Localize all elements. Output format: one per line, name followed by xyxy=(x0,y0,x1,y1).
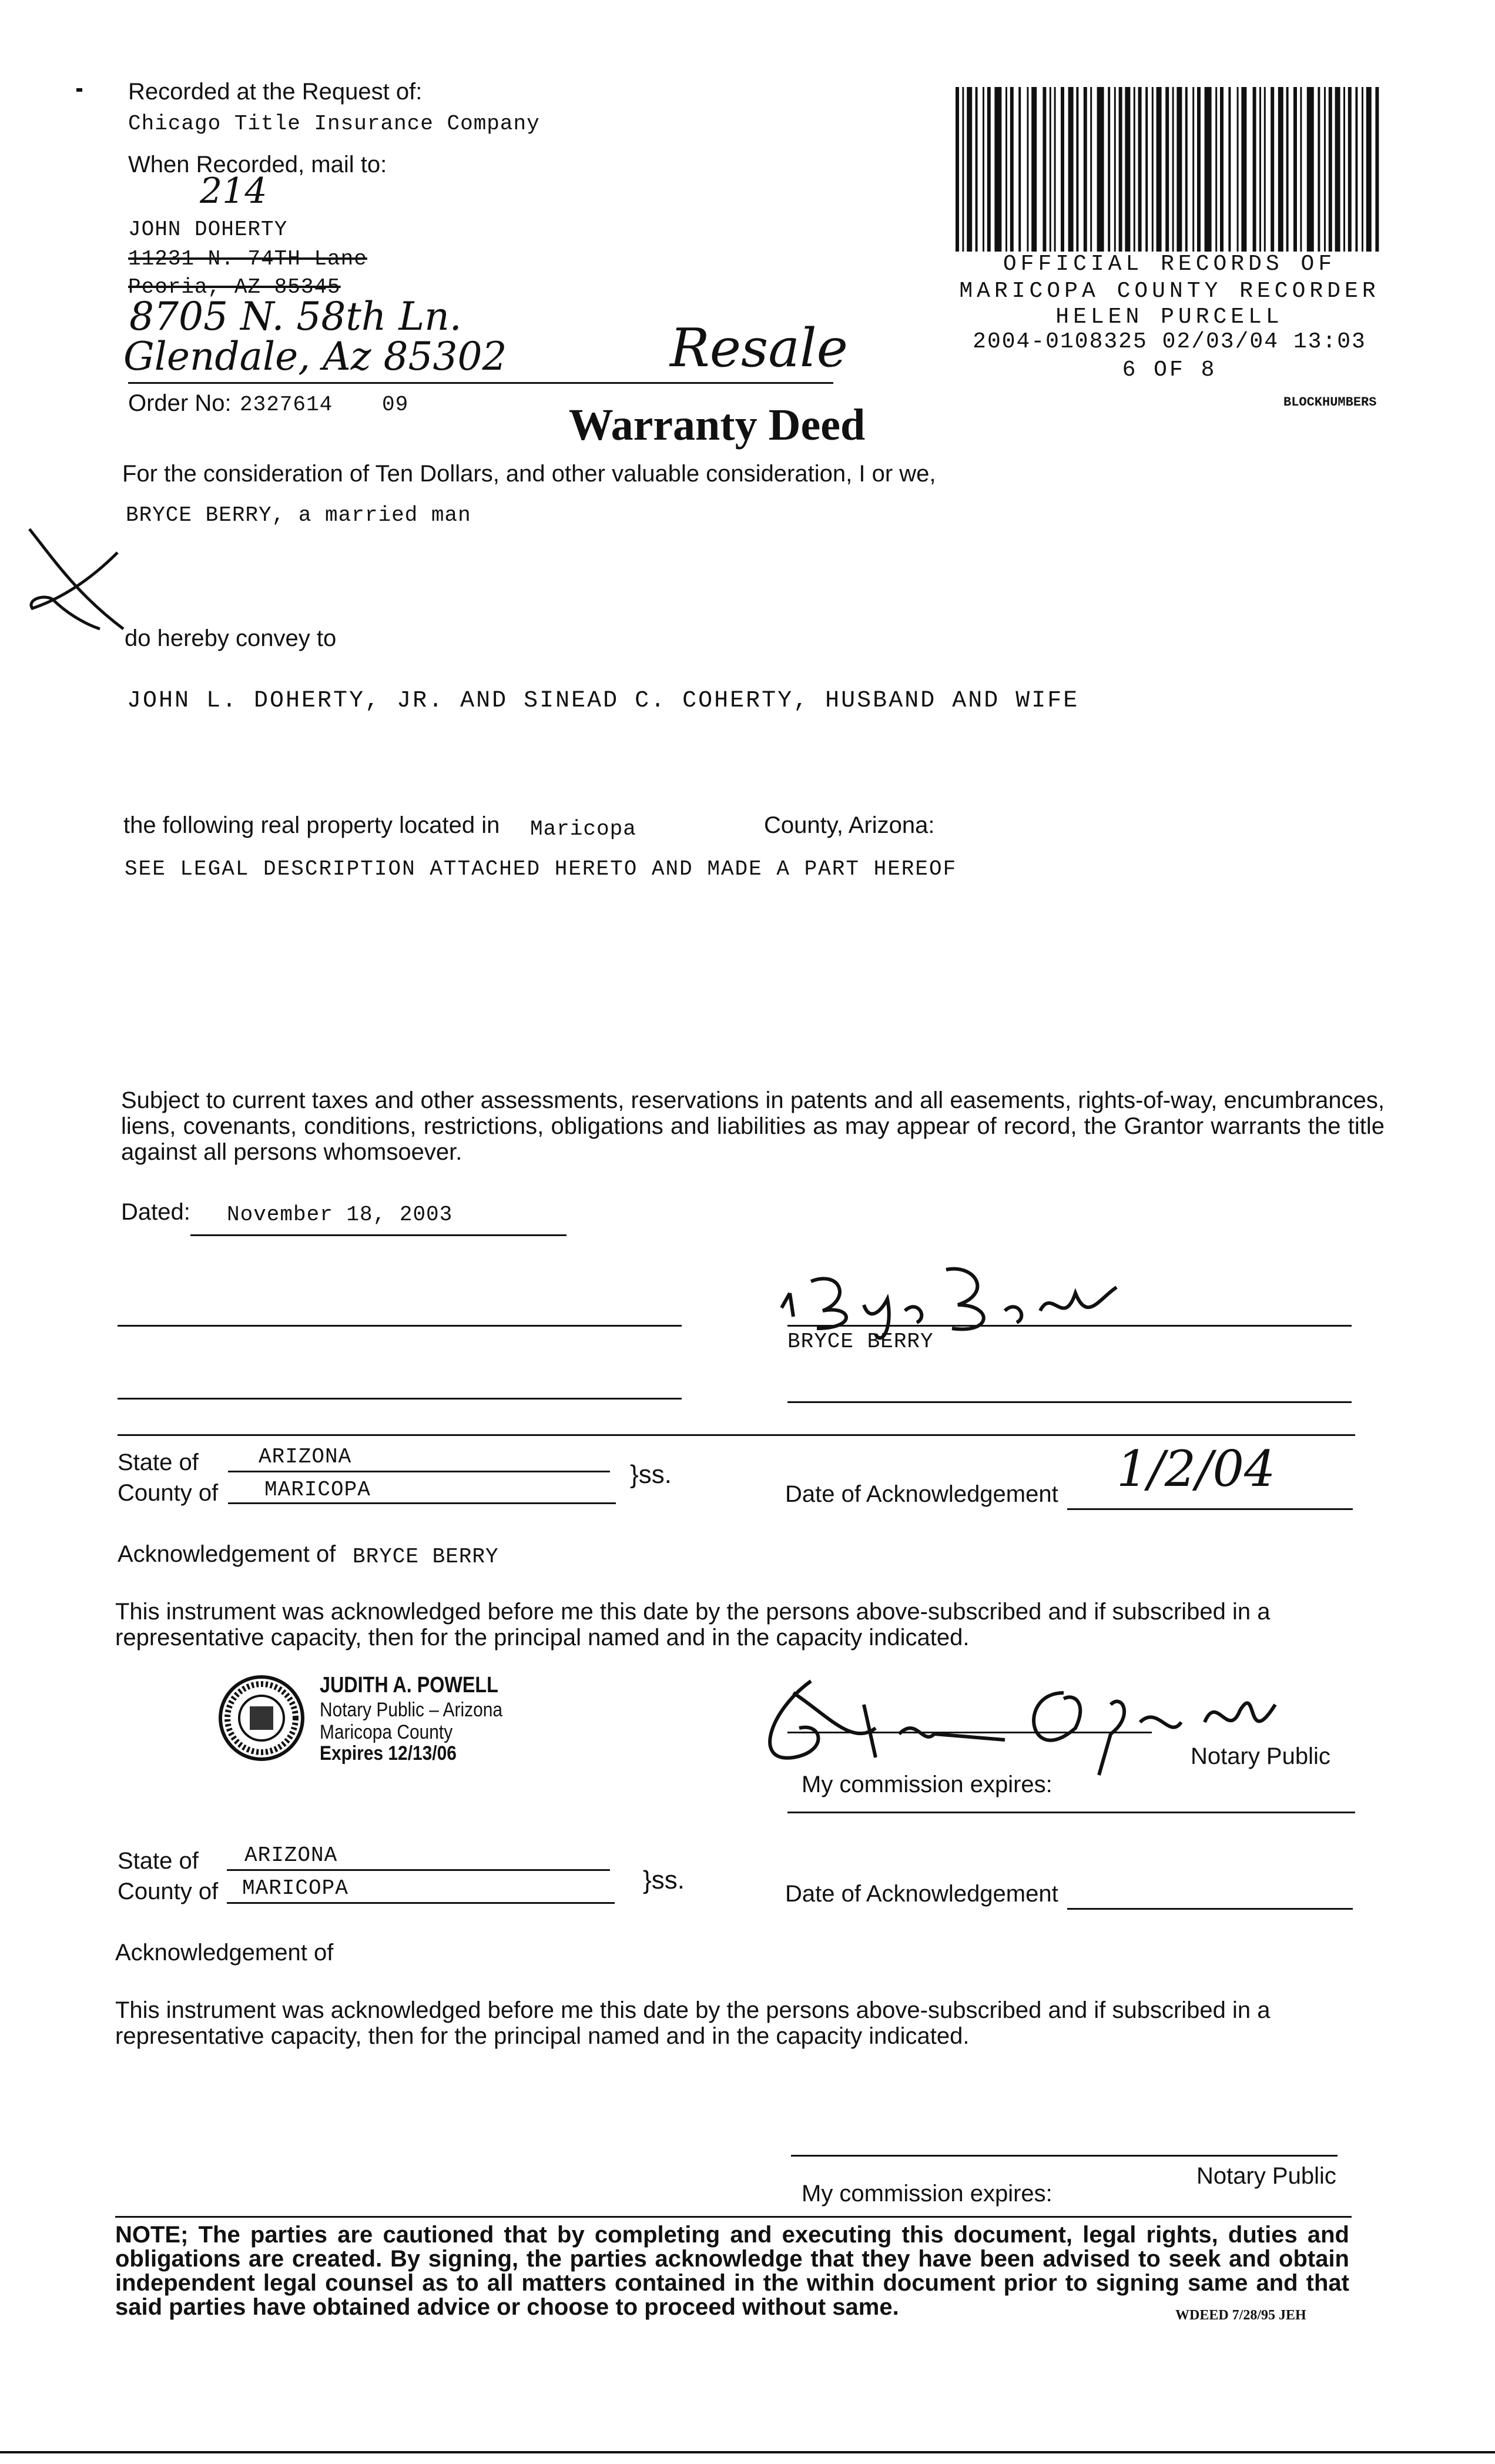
ack2-commission-label: My commission expires: xyxy=(802,2181,1052,2207)
ack2-state-label: State of xyxy=(118,1848,199,1874)
order-number-label: Order No: xyxy=(128,390,232,416)
ack1-date-ack-line xyxy=(1067,1508,1353,1510)
signature-line-left-1 xyxy=(118,1325,682,1327)
ack2-ss: }ss. xyxy=(643,1866,685,1894)
dated-value: November 18, 2003 xyxy=(227,1203,453,1227)
signature-line-right-2 xyxy=(787,1401,1352,1403)
consideration-text: For the consideration of Ten Dollars, and other valuable consideration, I or we, xyxy=(122,461,936,487)
recorder-line-5: 6 OF 8 xyxy=(1122,357,1217,383)
ack1-ack-of-label: Acknowledgement of xyxy=(118,1541,336,1567)
grantees-names: JOHN L. DOHERTY, JR. AND SINEAD C. COHERTY, HUSBAND AND WIFE xyxy=(127,688,1080,714)
form-code: WDEED 7/28/95 JEH xyxy=(1175,2308,1306,2323)
stray-mark xyxy=(76,88,82,92)
ack2-ack-of-label: Acknowledgement of xyxy=(115,1940,334,1966)
ack1-state-value: ARIZONA xyxy=(259,1445,352,1469)
section-divider-2 xyxy=(787,1812,1355,1813)
ack2-state-value: ARIZONA xyxy=(244,1843,338,1867)
grantor-signature xyxy=(770,1252,1122,1340)
handwritten-resale-note: Resale xyxy=(670,317,848,379)
ack1-date-ack-label: Date of Acknowledgement xyxy=(785,1481,1058,1507)
recorder-line-3: HELEN PURCELL xyxy=(1055,304,1283,330)
dated-label: Dated: xyxy=(121,1199,190,1225)
notary-stamp-name: JUDITH A. POWELL xyxy=(320,1673,498,1698)
dated-line xyxy=(190,1234,567,1236)
notary-stamp-title: Notary Public – Arizona xyxy=(320,1699,502,1721)
ack2-county-line xyxy=(227,1902,615,1904)
recorder-line-4: 2004-0108325 02/03/04 13:03 xyxy=(973,329,1366,354)
struck-address-line-2: Peoria, AZ 85345 xyxy=(128,275,341,299)
recorder-line-1: OFFICIAL RECORDS OF xyxy=(1003,252,1336,277)
grantor-signer-name: BRYCE BERRY xyxy=(787,1330,934,1354)
property-location-label: the following real property located in xyxy=(123,812,500,838)
ack2-instrument-text: This instrument was acknowledged before me this date by the persons above-subscribed and if subscribed in a representative capacity, then for the principal named and in the capacity indicated. xyxy=(115,1997,1271,2049)
ack2-notary-public-label: Notary Public xyxy=(1196,2163,1336,2189)
recorded-at-request-label: Recorded at the Request of: xyxy=(128,79,423,105)
ack1-county-label: County of xyxy=(118,1480,219,1506)
subject-to-clause: Subject to current taxes and other assessments, reservations in patents and all easements, rights-of-way, encumbrances, liens, covenants, conditions, restrictions, obligations and liabilities as may appear of record, the Grantor warrants the title against all persons whomsoever. xyxy=(121,1087,1385,1165)
ack2-date-ack-label: Date of Acknowledgement xyxy=(785,1881,1058,1907)
recorder-line-2: MARICOPA COUNTY RECORDER xyxy=(959,279,1380,304)
ack1-county-line xyxy=(228,1502,616,1504)
section-divider-3 xyxy=(115,2216,1352,2218)
ack2-county-value: MARICOPA xyxy=(242,1876,348,1900)
ack2-county-label: County of xyxy=(118,1879,219,1904)
handwritten-address-line-1: 8705 N. 58th Ln. xyxy=(129,294,462,339)
notary-seal xyxy=(217,1674,306,1762)
ack1-county-value: MARICOPA xyxy=(264,1478,371,1502)
ack1-notary-public-label: Notary Public xyxy=(1191,1743,1330,1769)
ack1-notary-sign-line xyxy=(787,1732,1152,1733)
order-number-suffix: 09 xyxy=(382,393,409,417)
convey-text: do hereby convey to xyxy=(125,625,337,651)
handwritten-number: 214 xyxy=(200,170,267,212)
ack2-state-line xyxy=(227,1869,610,1871)
page-bottom-edge xyxy=(0,2451,1495,2453)
section-divider-1 xyxy=(118,1434,1355,1436)
recording-barcode xyxy=(956,87,1387,257)
ack2-date-ack-line xyxy=(1067,1908,1353,1910)
ack2-notary-sign-line xyxy=(791,2155,1338,2157)
ack1-commission-label: My commission expires: xyxy=(802,1772,1052,1797)
ack1-ss: }ss. xyxy=(630,1460,672,1489)
notary-stamp-county: Maricopa County xyxy=(320,1721,453,1743)
ack1-instrument-text: This instrument was acknowledged before me this date by the persons above-subscribed and if subscribed in a representative capacity, then for the principal named and in the capacity indicated. xyxy=(115,1599,1271,1651)
ack1-state-line xyxy=(228,1471,610,1472)
ack1-ack-of-value: BRYCE BERRY xyxy=(353,1545,499,1569)
legal-description: SEE LEGAL DESCRIPTION ATTACHED HERETO AND MADE A PART HEREOF xyxy=(125,857,957,881)
mail-to-name: JOHN DOHERTY xyxy=(128,217,288,242)
recorded-request-company: Chicago Title Insurance Company xyxy=(128,112,540,136)
cautionary-note: NOTE; The parties are cautioned that by completing and executing this document, legal rights, duties and obligations are created. By signing, the parties acknowledge that they have been advised to seek and obtain independent legal counsel as to all matters contained in the within document prior to signing same and that said parties have obtained advice or choose to proceed without same. xyxy=(115,2222,1349,2320)
struck-address-line-1: 11231 N. 74TH Lane xyxy=(128,247,367,271)
when-recorded-label: When Recorded, mail to: xyxy=(128,152,387,178)
ack1-date-ack-value: 1/2/04 xyxy=(1117,1440,1276,1498)
ack1-state-label: State of xyxy=(118,1449,199,1475)
notary-stamp-expires: Expires 12/13/06 xyxy=(320,1742,457,1765)
signature-line-left-2 xyxy=(118,1398,682,1400)
property-county-label: County, Arizona: xyxy=(764,812,935,838)
order-number: 2327614 xyxy=(240,393,333,417)
document-title: Warranty Deed xyxy=(568,400,866,450)
handwritten-x-mark xyxy=(18,511,135,641)
grantor-name: BRYCE BERRY, a married man xyxy=(126,503,471,527)
recorder-line-6: BLOCKHUMBERS xyxy=(1283,395,1377,410)
handwritten-address-line-2: Glendale, Az 85302 xyxy=(123,334,507,379)
header-rule xyxy=(128,382,833,384)
property-county: Maricopa xyxy=(530,817,636,841)
